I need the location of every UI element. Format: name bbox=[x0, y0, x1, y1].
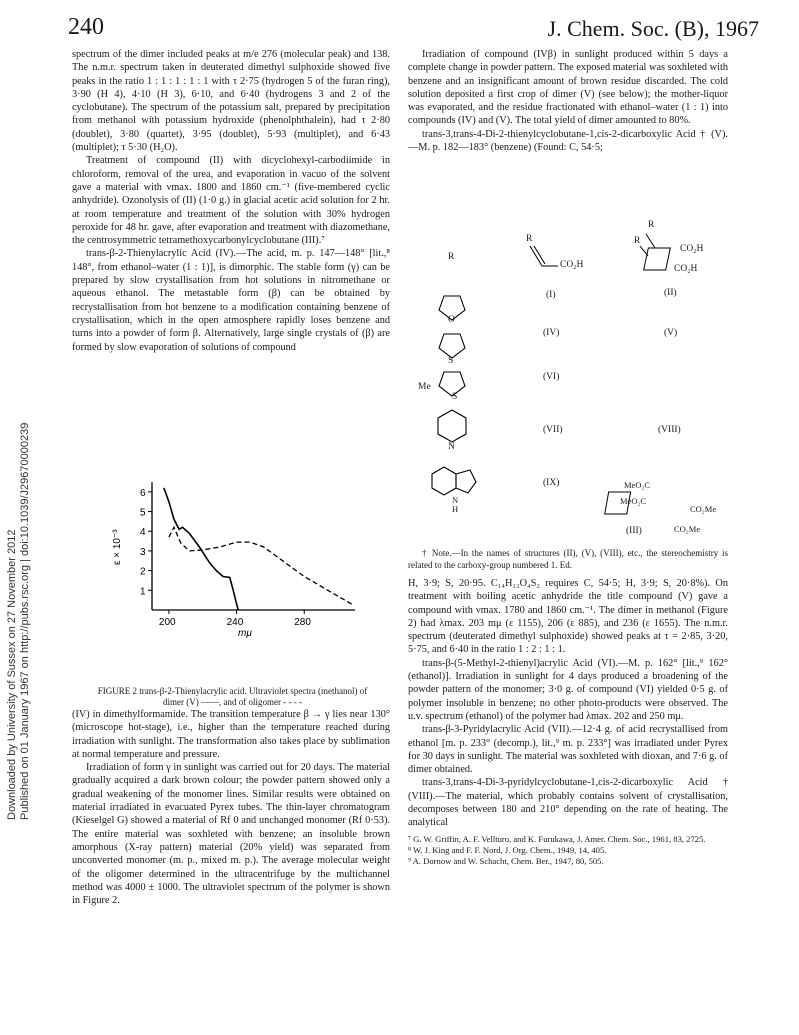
indole-h-label: H bbox=[452, 504, 459, 514]
thiophene-s-label: S bbox=[448, 356, 454, 366]
page-number: 240 bbox=[68, 14, 104, 40]
left-column-bottom bbox=[72, 708, 390, 907]
footnote: ⁸ W. J. King and F. F. Nord, J. Org. Chem., 1949, 14, 405. bbox=[408, 844, 607, 855]
indole-benzene-ring bbox=[432, 467, 456, 495]
thiophene-s-label: S bbox=[452, 392, 458, 402]
compound-label-viii: (VIII) bbox=[658, 425, 681, 435]
r-label: R bbox=[526, 234, 533, 244]
oligomer-series-line bbox=[169, 527, 352, 604]
left-column-top bbox=[72, 48, 390, 354]
paragraph: spectrum of the dimer included peaks at m/e 276 (molecular peak) and 138. The n.m.r. spectrum taken in deuterated dimethyl sulphoxide showed five peaks in the ratio 1 : 1 : 1 : 1 : 1 with τ 2·75 (hydrogen 5 of the furan ring), 3·90 (H 4), 4·10 (H 3), 6·10, and 6·40 (hydrogens 3 and 2 of the cyclobutane). The spectrum of the potassium salt, prepared by precipitation from methanol with potassium hydroxide (phenolphthalein), had τ 2·80 (doublet), 3·80 (quartet), 3·95 (doublet), 5·93 (multiplet), and 6·43 (multiplet); τ 5·30 (H₂O). bbox=[72, 49, 390, 154]
compound-label-v: (V) bbox=[664, 328, 678, 338]
r-label: R bbox=[648, 220, 655, 230]
r-label: R bbox=[448, 252, 455, 262]
pyridine-ring bbox=[438, 410, 466, 442]
y-tick-label: 1 bbox=[140, 586, 146, 598]
compound-label-ix: (IX) bbox=[543, 478, 560, 488]
co2h-label: CO₂H bbox=[674, 264, 698, 274]
structures-panel bbox=[408, 212, 728, 547]
y-tick-label: 5 bbox=[140, 507, 146, 519]
x-tick-label: 240 bbox=[226, 617, 244, 628]
paragraph: trans-β-(5-Methyl-2-thienyl)acrylic Acid (VI).—M. p. 162° [lit.,⁹ 162° (ethanol)]. Irradiation in sunlight for 4 days produced a broadening of the powder pattern of the monomer; 3·0 g. of compound (VI) yielded 0·5 g. of polymer insoluble in benzene; no other photo-products were observed. The u.v. spectrum (ethanol) of the polymer had λmax. 202 and 250 mμ. bbox=[408, 657, 728, 722]
journal-header: J. Chem. Soc. (B), 1967 bbox=[547, 16, 759, 41]
sidebar-line-1: Downloaded by University of Sussex on 27 November 2012 bbox=[6, 529, 18, 820]
furan-o-label: O bbox=[448, 315, 455, 325]
paragraph: Treatment of compound (II) with dicyclohexyl-carbodiimide in chloroform, removal of the urea, and evaporation in vacuo of the solvent gave a material with νmax. 1800 and 1860 cm.⁻¹ (five-membered cyclic anhydride). Ozonolysis of (II) (1·0 g.) in glacial acetic acid solution for 2 hr. at room temperature and treatment of the solution with 30% hydrogen peroxide for 48 hr. gave, after evaporation and treatment with diazomethane, the centrosymmetric tetramethoxycarbonylcyclobutane (III).⁷ bbox=[72, 155, 390, 247]
compound-label-iii: (III) bbox=[626, 526, 642, 536]
dimer-series-line bbox=[164, 488, 239, 610]
cyclobutane-ring-ii bbox=[644, 248, 671, 270]
indole-pyrrole-ring bbox=[456, 470, 476, 493]
y-axis-label: ε × 10⁻³ bbox=[112, 529, 123, 565]
paragraph: Irradiation of form γ in sunlight was carried out for 20 days. The material gradually acquired a dark brown colour; the powder pattern showed only a gradual weakening of the monomer lines. Similar results were obtained on material irradiated in evacuated Pyrex tubes. The thin-layer chromatogram (Kieselgel G) showed a material of Rf 0 and unchanged monomer (Rf 0·53). The entire material was soxhleted with benzene; an insoluble brown amorphous (X-ray pattern) material (20% yield) was separated from unconverted monomer (m. p., mixed m. p.). The average molecular weight of the oligomer determined in the ultracentrifuge by the multichannel method was 4000 ± 1000. The ultraviolet spectrum of the polymer is shown in Figure 2. bbox=[72, 762, 390, 907]
x-axis-label: mμ bbox=[238, 628, 252, 639]
x-tick-label: 200 bbox=[158, 617, 176, 628]
y-tick-label: 2 bbox=[140, 566, 146, 578]
paragraph: (IV) in dimethylformamide. The transition temperature β → γ lies near 130° (microscope hot-stage), i.e., higher than the temperature reached during irradiation with sunlight. The transformation also takes place by sublimation at normal temperature and pressure. bbox=[72, 709, 390, 760]
compound-label-vii: (VII) bbox=[543, 425, 563, 435]
paragraph: trans-β-2-Thienylacrylic Acid (IV).—The acid, m. p. 147—148° [lit.,⁸ 148°, from ethanol–water (1 : 1)], is dimorphic. The stable form (γ) can be prepared by slow crystallisation from hot solutions in nitromethane or aqueous ethanol. The metastable form (β) can be obtained by recrystallisation from hot benzene to a modification containing benzene of crystallisation, which in the open atmosphere rapidly loses benzene and turns into a powder of form β. Alternatively, large single crystals of (β) are formed by slow evaporation of solutions of compound bbox=[72, 248, 390, 353]
download-sidebar bbox=[4, 180, 30, 820]
paragraph: trans-3,trans-4-Di-2-thienylcyclobutane-1,cis-2-dicarboxylic Acid † (V).—M. p. 182—183° (benzene) (Found: C, 54·5; bbox=[408, 128, 728, 154]
compound-label-vi: (VI) bbox=[543, 372, 560, 382]
y-tick-label: 3 bbox=[140, 546, 146, 558]
pyridine-n-label: N bbox=[448, 442, 455, 452]
r-label: R bbox=[634, 236, 641, 246]
meo2c-label: MeO₂C bbox=[624, 480, 651, 490]
paragraph: Irradiation of compound (IVβ) in sunlight produced within 5 days a complete change in powder pattern. The exposed material was soxhleted with benzene and an insignificant amount of brown residue discarded. The cold solution deposited a first crop of dimer (V) (see below); the mother-liquor was evaporated, and the residue fractionated with ethanol–water (1 : 1) into compounds (IV) and (V). The total yield of dimer amounted to 80%. bbox=[408, 49, 728, 127]
co2me-label: CO₂Me bbox=[674, 524, 701, 534]
meo2c-label: MeO₂C bbox=[620, 496, 647, 506]
indole-n-label: N bbox=[452, 495, 459, 505]
editor-note: † Note.—In the names of structures (II), (V), (VIII), etc., the stereochemistry is related to the carboxy-group numbered 1. Ed. bbox=[408, 548, 728, 570]
uv-spectrum-chart bbox=[110, 470, 360, 685]
paragraph: trans-β-3-Pyridylacrylic Acid (VII).—12·4 g. of acid recrystallised from ethanol [m. p. 233° (decomp.), lit.,⁹ m. p. 233°] was irradiated under Pyrex for 30 days in sunlight. The material was soxhleted with dioxan, and 7·6 g. of dimer obtained. bbox=[408, 724, 728, 776]
paragraph: trans-3,trans-4-Di-3-pyridylcyclobutane-1,cis-2-dicarboxylic Acid † (VIII).—The material, which probably contains solvent of crystallisation, decomposes between 180 and 210° depending on the rate of heating. The analytical bbox=[408, 777, 728, 829]
thiophene-ring-iv bbox=[439, 334, 465, 358]
methyl-label: Me bbox=[418, 382, 431, 392]
co2h-label: CO₂H bbox=[680, 244, 704, 254]
compound-label-ii: (II) bbox=[664, 288, 677, 298]
right-column-top bbox=[408, 48, 728, 154]
co2me-label: CO₂Me bbox=[690, 504, 717, 514]
y-tick-label: 6 bbox=[140, 487, 146, 499]
paragraph: H, 3·9; S, 20·95. C₁₄H₁₂O₄S₂ requires C, 54·5; H, 3·9; S, 20·8%). On treatment with boiling acetic anhydride the title compound (V) gave a compound with νmax. 1780 and 1860 cm.⁻¹. The dimer in methanol (Figure 2) had λmax. 203 mμ (ε 1155), 206 (ε 885), and 236 (ε 1655). The n.m.r. spectrum (deuterated dimethyl sulphoxide) showed peaks at τ = 2·85, 3·20, 5·75, and 6·40 in the ratio 1 : 2 : 1 : 1. bbox=[408, 578, 728, 656]
figure-caption: FIGURE 2 trans-β-2-Thienylacrylic acid. Ultraviolet spectra (methanol) of dimer (V) ——, and of oligomer - - - - bbox=[97, 686, 368, 707]
y-tick-label: 4 bbox=[140, 527, 146, 539]
sidebar-line-2: Published on 01 January 1967 on http://pubs.rsc.org | doi:10.1039/J29670000239 bbox=[19, 422, 31, 820]
compound-label-iv: (IV) bbox=[543, 328, 560, 338]
co2h-label: CO₂H bbox=[560, 260, 584, 270]
footnote: ⁷ G. W. Griffin, A. F. Vellturo, and K. Furukawa, J. Amer. Chem. Soc., 1961, 83, 2725. bbox=[408, 833, 706, 844]
footnote: ⁹ A. Dornow and W. Schacht, Chem. Ber., 1947, 80, 505. bbox=[408, 855, 604, 866]
x-tick-label: 280 bbox=[294, 617, 311, 628]
right-column-bottom bbox=[408, 548, 728, 867]
compound-label-i: (I) bbox=[546, 290, 556, 300]
